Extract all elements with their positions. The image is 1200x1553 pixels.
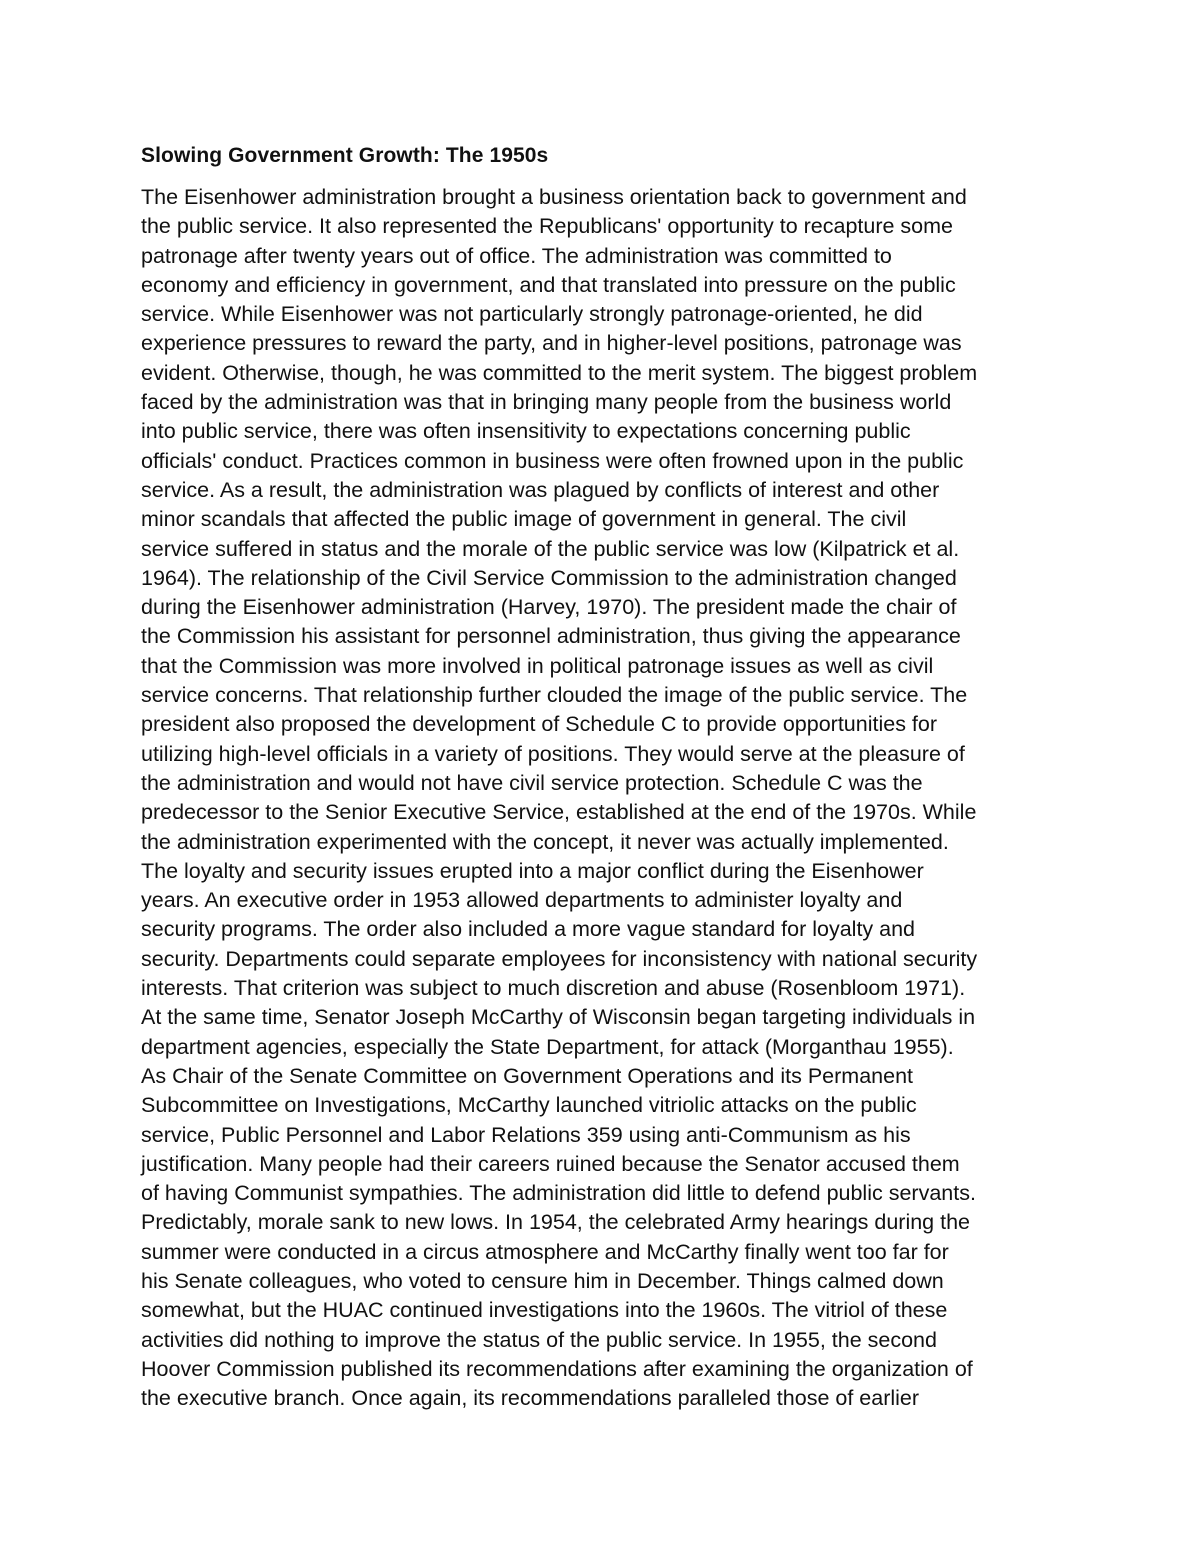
- text-line: interests. That criterion was subject to much discretion and abuse (Rosenbloom 1971).: [141, 976, 966, 1001]
- text-line: evident. Otherwise, though, he was committed to the merit system. The biggest problem: [141, 360, 978, 385]
- text-line: patronage after twenty years out of office. The administration was committed to: [141, 243, 892, 268]
- text-line: the public service. It also represented the Republicans' opportunity to recapture some: [141, 214, 954, 239]
- text-line: of having Communist sympathies. The administration did little to defend public servants.: [141, 1181, 976, 1206]
- text-line: service suffered in status and the morale of the public service was low (Kilpatrick et al.: [141, 536, 960, 561]
- text-line: the administration and would not have civil service protection. Schedule C was the: [141, 770, 923, 795]
- text-line: The loyalty and security issues erupted into a major conflict during the Eisenhower: [141, 858, 924, 883]
- text-line: the administration experimented with the concept, it never was actually implemented.: [141, 829, 949, 854]
- text-line: The Eisenhower administration brought a business orientation back to government and: [141, 185, 967, 209]
- text-line: service. While Eisenhower was not particularly strongly patronage-oriented, he did: [141, 302, 923, 327]
- text-line: activities did nothing to improve the status of the public service. In 1955, the second: [141, 1327, 937, 1352]
- text-line: into public service, there was often insensitivity to expectations concerning public: [141, 419, 911, 444]
- text-line: president also proposed the development of Schedule C to provide opportunities for: [141, 712, 938, 737]
- text-line: As Chair of the Senate Committee on Government Operations and its Permanent: [141, 1063, 914, 1088]
- text-line: predecessor to the Senior Executive Service, established at the end of the 1970s. While: [141, 800, 977, 825]
- text-line: At the same time, Senator Joseph McCarthy of Wisconsin began targeting individuals in: [141, 1005, 976, 1030]
- text-line: the executive branch. Once again, its recommendations paralleled those of earlier: [141, 1386, 920, 1411]
- text-line: economy and efficiency in government, and that translated into pressure on the public: [141, 272, 956, 297]
- text-line: somewhat, but the HUAC continued investigations into the 1960s. The vitriol of these: [141, 1298, 948, 1323]
- text-line: summer were conducted in a circus atmosphere and McCarthy finally went too far for: [141, 1239, 949, 1264]
- text-line: faced by the administration was that in bringing many people from the business world: [141, 390, 952, 415]
- text-line: security programs. The order also included a more vague standard for loyalty and: [141, 917, 916, 942]
- text-line: utilizing high-level officials in a variety of positions. They would serve at the pleasure of: [141, 741, 965, 766]
- text-line: experience pressures to reward the party, and in higher-level positions, patronage was: [141, 331, 962, 356]
- text-line: Subcommittee on Investigations, McCarthy launched vitriolic attacks on the public: [141, 1093, 917, 1118]
- text-line: that the Commission was more involved in political patronage issues as well as civil: [141, 653, 934, 678]
- text-line: years. An executive order in 1953 allowed departments to administer loyalty and: [141, 888, 903, 913]
- document-content: [141, 141, 1081, 1413]
- text-line: security. Departments could separate employees for inconsistency with national security: [141, 946, 978, 971]
- text-line: the Commission his assistant for personnel administration, thus giving the appearance: [141, 624, 961, 649]
- text-line: service, Public Personnel and Labor Relations 359 using anti-Communism as his: [141, 1122, 911, 1147]
- body-paragraph: [141, 183, 1081, 1413]
- text-line: Hoover Commission published its recommendations after examining the organization of: [141, 1356, 973, 1381]
- text-line: service concerns. That relationship further clouded the image of the public service. The: [141, 683, 968, 708]
- document-title: Slowing Government Growth: The 1950s: [141, 144, 549, 167]
- text-line: his Senate colleagues, who voted to censure him in December. Things calmed down: [141, 1268, 944, 1293]
- text-line: 1964). The relationship of the Civil Service Commission to the administration changed: [141, 565, 957, 590]
- text-line: during the Eisenhower administration (Harvey, 1970). The president made the chair of: [141, 595, 957, 620]
- text-line: department agencies, especially the State Department, for attack (Morganthau 1955).: [141, 1034, 954, 1059]
- text-line: service. As a result, the administration was plagued by conflicts of interest and other: [141, 477, 940, 502]
- text-line: Predictably, morale sank to new lows. In 1954, the celebrated Army hearings during the: [141, 1210, 970, 1235]
- text-line: officials' conduct. Practices common in business were often frowned upon in the public: [141, 448, 964, 473]
- text-line: justification. Many people had their careers ruined because the Senator accused them: [141, 1151, 960, 1176]
- text-line: minor scandals that affected the public image of government in general. The civil: [141, 507, 907, 532]
